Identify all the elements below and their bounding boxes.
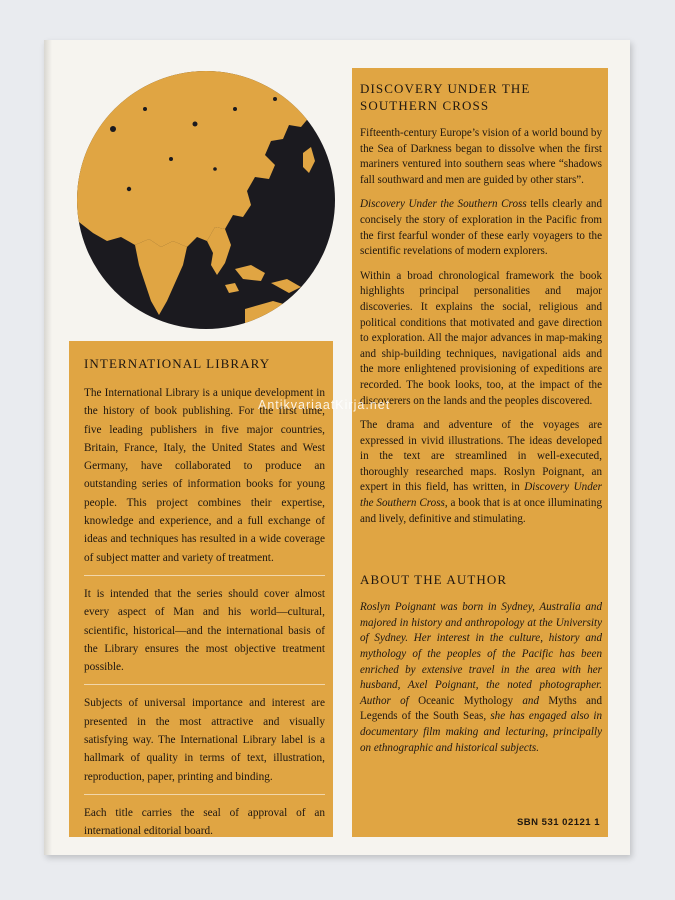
divider (84, 684, 325, 685)
library-paragraph-1: The International Library is a unique development in the history of book publishing. For the first time, five leading publishers in five major countries, Britain, France, Italy, the United States and West Germany, have collaborated to produce an outstanding series of information books for young people. This project combines their expertise, knowledge and experience, and a full exchange of ideas and techniques has resulted in a wide coverage of subject matter and variety of treatment. (84, 387, 325, 564)
description-paragraph-4 (360, 418, 602, 527)
library-paragraph-2: It is intended that the series should cover almost every aspect of Man and his world—cultural, scientific, historical—and the international basis of the Library ensures the most objective treatment possible. (84, 587, 325, 674)
international-library-heading: INTERNATIONAL LIBRARY (84, 356, 271, 371)
bio-text: , she has engaged also in documentary film making and lecturing, principally on ethnographic and historical subjects. (360, 710, 603, 754)
international-library-panel (69, 341, 333, 837)
book-spine-edge (44, 40, 52, 855)
description-text: tells clearly and concisely the story of exploration in the Pacific from the first fearful wonder of these early voyagers to the scientific revelations of modern explorers. (360, 198, 602, 258)
divider (84, 575, 325, 576)
about-author-heading: ABOUT THE AUTHOR (360, 572, 508, 588)
bio-text: Roslyn Poignant was born in Sydney, Australia and majored in history and anthropology at the University of Sydney. Her interest in the culture, history and mythology of the peoples of the Pacific has been enriched by extensive travel in the area with her husband, Axel Poignant, the noted photographer. Author of (360, 601, 602, 707)
book-title-heading: DISCOVERY UNDER THE SOUTHERN CROSS (360, 81, 531, 113)
sbn-number: SBN 531 02121 1 (516, 817, 600, 828)
watermark: AntikvariaatKirja.net (258, 398, 391, 412)
bio-text: and (513, 694, 549, 707)
description-paragraph-1: Fifteenth-century Europe’s vision of a world bound by the Sea of Darkness began to dissolve when the first mariners ventured into southern seas where “shadows fall southward and men are guided by other stars”. (360, 127, 602, 186)
author-bio (360, 600, 602, 756)
book-description-panel (352, 68, 608, 837)
book-title-italic: Discovery Under the Southern Cross (360, 481, 602, 510)
divider (84, 794, 325, 795)
bio-book-title: Myths and Legends of the South Seas (360, 694, 602, 723)
library-paragraph-4: Each title carries the seal of approval of an international editorial board. (84, 806, 325, 838)
globe-illustration (75, 69, 337, 331)
bio-book-title: Oceanic Mythology (418, 694, 514, 707)
description-paragraph-3: Within a broad chronological framework the book highlights principal personalities and major discoveries. It explains the social, religious and political conditions that motivated and gave direction to exploration. All the major advances in map-making and ship-building techniques, navigational aids and the more enlightened provisioning of expeditions are recorded. The book looks, too, at the impact of the discoverers on the lands and the peoples discovered. (360, 269, 602, 407)
description-paragraph-2 (360, 197, 602, 259)
library-paragraph-3: Subjects of universal importance and interest are presented in the most attractive and visually satisfying way. The International Library label is a hallmark of quality in terms of text, illustration, reproduction, paper, printing and binding. (84, 697, 325, 783)
description-text: The drama and adventure of the voyages are expressed in vivid illustrations. The ideas developed in the text are streamlined in well-executed, thoroughly researched maps. Roslyn Poignant, an expert in this field, has written, in (360, 419, 602, 494)
book-title-italic: Discovery Under the Southern Cross (360, 198, 527, 211)
description-text: , a book that is at once illuminating and lively, definitive and stimulating. (360, 497, 602, 525)
